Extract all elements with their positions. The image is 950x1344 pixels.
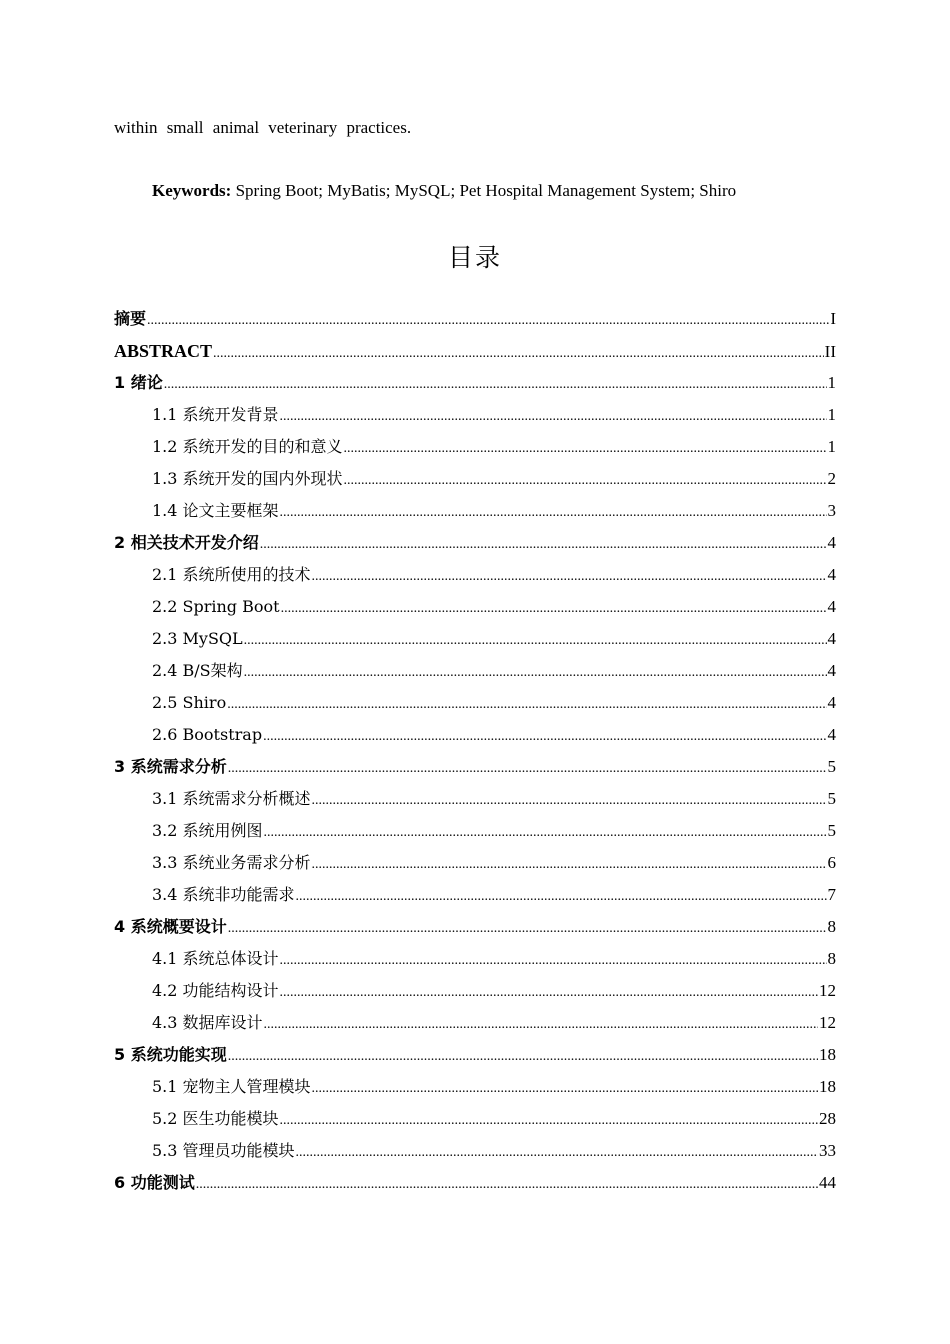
table-of-contents (114, 306, 836, 1202)
toc-entry[interactable] (114, 914, 836, 946)
toc-entry-page-number: 6 (827, 853, 836, 872)
toc-dot-leader (312, 564, 827, 590)
toc-entry-label: 4.1 系统总体设计 (152, 949, 279, 968)
toc-entry-label: 2.5 Shiro (152, 693, 227, 712)
toc-dot-leader (280, 500, 827, 526)
toc-entry-page-number: 4 (827, 693, 836, 712)
abstract-continuation-text: within small animal veterinary practices. (114, 118, 412, 137)
toc-entry-page-number: 33 (819, 1141, 836, 1160)
toc-entry-page-number: 7 (827, 885, 836, 904)
toc-entry[interactable] (114, 466, 836, 498)
keywords-paragraph (114, 178, 836, 203)
toc-entry[interactable] (114, 402, 836, 434)
toc-entry-page-number: 18 (819, 1077, 836, 1096)
toc-dot-leader (312, 1076, 818, 1102)
toc-entry-page-number: 4 (827, 661, 836, 680)
toc-entry-label: 1.4 论文主要框架 (152, 501, 279, 520)
toc-dot-leader (312, 788, 827, 814)
keywords-text: Spring Boot; MyBatis; MySQL; Pet Hospital Management System; Shiro (231, 181, 737, 200)
toc-entry[interactable] (114, 338, 836, 370)
toc-entry-page-number: 8 (827, 917, 836, 936)
toc-entry-label: 1 绪论 (114, 373, 163, 392)
toc-dot-leader (312, 852, 827, 878)
toc-entry-page-number: 12 (819, 981, 836, 1000)
toc-entry-page-number: 4 (827, 565, 836, 584)
toc-entry-label: 2 相关技术开发介绍 (114, 533, 259, 552)
toc-entry-page-number: I (830, 309, 836, 328)
toc-dot-leader (260, 532, 827, 558)
toc-entry[interactable] (114, 786, 836, 818)
toc-dot-leader (244, 628, 827, 654)
toc-entry[interactable] (114, 754, 836, 786)
toc-entry-label: 2.4 B/S架构 (152, 661, 243, 680)
toc-entry-label: 3.4 系统非功能需求 (152, 885, 295, 904)
toc-entry-label: 1.3 系统开发的国内外现状 (152, 469, 343, 488)
toc-entry-label: 1.1 系统开发背景 (152, 405, 279, 424)
toc-entry-page-number: 4 (827, 725, 836, 744)
toc-entry-page-number: 2 (827, 469, 836, 488)
toc-dot-leader (213, 341, 824, 367)
toc-entry-page-number: 44 (819, 1173, 836, 1192)
toc-entry[interactable] (114, 658, 836, 690)
toc-entry-label: 6 功能测试 (114, 1173, 195, 1192)
toc-dot-leader (227, 692, 826, 718)
toc-entry[interactable] (114, 1106, 836, 1138)
toc-entry[interactable] (114, 1170, 836, 1202)
toc-dot-leader (264, 1012, 818, 1038)
toc-entry-page-number: 5 (827, 821, 836, 840)
toc-entry[interactable] (114, 1138, 836, 1170)
toc-entry-label: 4.2 功能结构设计 (152, 981, 279, 1000)
toc-entry[interactable] (114, 1074, 836, 1106)
toc-entry-page-number: 28 (819, 1109, 836, 1128)
toc-entry-page-number: 8 (827, 949, 836, 968)
toc-dot-leader (228, 1044, 818, 1070)
toc-entry[interactable] (114, 562, 836, 594)
keywords-label: Keywords: (152, 181, 232, 200)
toc-entry[interactable] (114, 370, 836, 402)
toc-entry[interactable] (114, 722, 836, 754)
toc-entry[interactable] (114, 690, 836, 722)
toc-title: 目录 (447, 243, 502, 272)
toc-entry-label: 5.3 管理员功能模块 (152, 1141, 295, 1160)
toc-entry-label: 5.2 医生功能模块 (152, 1109, 279, 1128)
toc-dot-leader (244, 660, 827, 686)
toc-entry-label: 2.1 系统所使用的技术 (152, 565, 311, 584)
toc-entry-page-number: 3 (827, 501, 836, 520)
toc-entry-page-number: 4 (827, 597, 836, 616)
toc-entry[interactable] (114, 530, 836, 562)
toc-entry-label: 3.2 系统用例图 (152, 821, 263, 840)
toc-entry-label: 3.1 系统需求分析概述 (152, 789, 311, 808)
toc-entry-label: 摘要 (114, 309, 147, 328)
toc-dot-leader (344, 436, 827, 462)
toc-entry-label: 2.6 Bootstrap (152, 725, 263, 744)
toc-dot-leader (280, 948, 827, 974)
toc-dot-leader (296, 884, 827, 910)
toc-dot-leader (281, 596, 827, 622)
toc-entry[interactable] (114, 498, 836, 530)
toc-entry-page-number: II (824, 342, 836, 361)
toc-entry-label: 3 系统需求分析 (114, 757, 227, 776)
toc-entry[interactable] (114, 626, 836, 658)
toc-entry-label: 2.3 MySQL (152, 629, 243, 648)
toc-entry[interactable] (114, 850, 836, 882)
toc-entry-label: ABSTRACT (114, 341, 213, 361)
toc-dot-leader (196, 1172, 818, 1198)
toc-dot-leader (280, 980, 818, 1006)
toc-dot-leader (280, 404, 827, 430)
toc-entry-page-number: 5 (827, 789, 836, 808)
toc-entry-page-number: 12 (819, 1013, 836, 1032)
toc-entry[interactable] (114, 882, 836, 914)
toc-entry-page-number: 1 (827, 405, 836, 424)
toc-entry[interactable] (114, 434, 836, 466)
toc-entry-page-number: 1 (827, 437, 836, 456)
toc-entry[interactable] (114, 594, 836, 626)
toc-entry-label: 1.2 系统开发的目的和意义 (152, 437, 343, 456)
toc-entry-label: 3.3 系统业务需求分析 (152, 853, 311, 872)
toc-dot-leader (147, 308, 829, 334)
toc-dot-leader (228, 756, 827, 782)
toc-entry[interactable] (114, 1010, 836, 1042)
toc-entry[interactable] (114, 306, 836, 338)
toc-entry-label: 2.2 Spring Boot (152, 597, 280, 616)
toc-entry-page-number: 5 (827, 757, 836, 776)
toc-entry-page-number: 4 (827, 533, 836, 552)
toc-entry[interactable] (114, 978, 836, 1010)
toc-entry-label: 4 系统概要设计 (114, 917, 227, 936)
toc-dot-leader (164, 372, 827, 398)
toc-entry-label: 5 系统功能实现 (114, 1045, 227, 1064)
toc-dot-leader (228, 916, 827, 942)
toc-dot-leader (280, 1108, 818, 1134)
toc-entry-page-number: 1 (827, 373, 836, 392)
toc-entry-page-number: 18 (819, 1045, 836, 1064)
toc-entry-page-number: 4 (827, 629, 836, 648)
toc-entry-label: 5.1 宠物主人管理模块 (152, 1077, 311, 1096)
toc-dot-leader (344, 468, 827, 494)
toc-dot-leader (264, 820, 827, 846)
toc-dot-leader (263, 724, 826, 750)
toc-entry[interactable] (114, 946, 836, 978)
toc-dot-leader (296, 1140, 818, 1166)
toc-entry[interactable] (114, 1042, 836, 1074)
toc-entry-label: 4.3 数据库设计 (152, 1013, 263, 1032)
toc-entry[interactable] (114, 818, 836, 850)
